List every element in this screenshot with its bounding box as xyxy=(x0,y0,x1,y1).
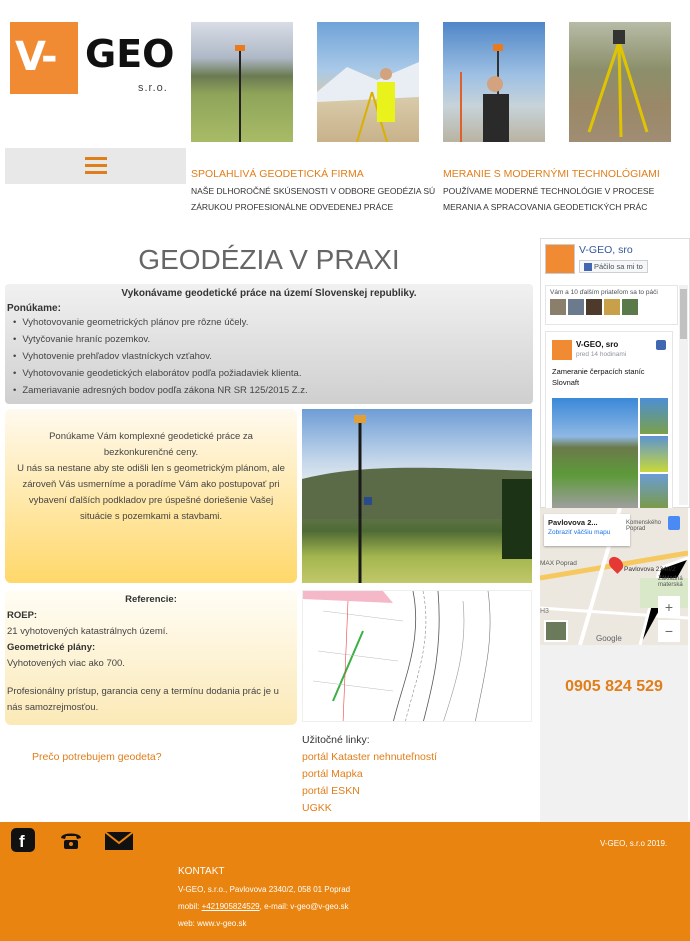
list-item: • Vytyčovanie hraníc pozemkov. xyxy=(13,331,533,348)
fb-post-author[interactable]: V-GEO, sro xyxy=(576,340,619,349)
phone-icon[interactable] xyxy=(59,830,83,855)
logo-mark: V- xyxy=(10,22,78,94)
footer-mobile-line xyxy=(178,902,349,911)
fb-like-button[interactable]: Páčilo sa mi to xyxy=(579,260,648,273)
feature-line: NAŠE DLHOROČNÉ SKÚSENOSTI V ODBORE GEODÉZIA SÚ xyxy=(191,186,436,196)
menu-icon xyxy=(85,157,107,160)
menu-icon-bar xyxy=(85,171,107,174)
fb-post-avatar[interactable] xyxy=(552,340,572,360)
intro-line: bezkonkurenčné ceny. xyxy=(103,447,199,458)
google-map[interactable] xyxy=(540,508,688,645)
avatar[interactable] xyxy=(550,299,566,315)
list-item: • Vyhotovovanie geometrických plánov pre rôzne účely. xyxy=(13,314,533,331)
footer-web[interactable]: web: www.v-geo.sk xyxy=(178,919,247,928)
feature-title-reliable: SPOLAHLIVÁ GEODETICKÁ FIRMA xyxy=(191,168,364,180)
intro-line: vybavení ďalších podkladov pre úspešné doriešenie Vašej xyxy=(28,495,274,506)
map-label: H3 xyxy=(540,608,549,615)
avatar[interactable] xyxy=(622,299,638,315)
logo-name: GEO xyxy=(85,32,175,76)
intro-box xyxy=(5,409,297,583)
cadastral-map-image xyxy=(302,590,532,722)
avatar[interactable] xyxy=(568,299,584,315)
services-list xyxy=(13,314,533,399)
fb-post-time: pred 14 hodinami xyxy=(576,351,627,358)
link-mapka[interactable]: portál Mapka xyxy=(302,768,363,780)
fb-scrollbar[interactable] xyxy=(679,285,688,505)
header-photo-gps-rod xyxy=(191,22,293,142)
footer xyxy=(0,822,690,941)
fb-post xyxy=(545,331,673,509)
fb-post-thumb[interactable] xyxy=(640,474,668,508)
feature-title-modern: MERANIE S MODERNÝMI TECHNOLÓGIAMI xyxy=(443,168,660,180)
footer-address: V-GEO, s.r.o., Pavlovova 2340/2, 058 01 Poprad xyxy=(178,885,351,894)
footer-mobile-link[interactable]: +421905824529 xyxy=(201,902,260,911)
feature-line: MERANIA A SPRACOVANIA GEODETICKÝCH PRÁC xyxy=(443,202,648,212)
link-kataster[interactable]: portál Kataster nehnuteľností xyxy=(302,751,437,763)
fb-post-photo[interactable] xyxy=(552,398,638,508)
services-box xyxy=(5,284,533,404)
map-zoom-in-button[interactable]: + xyxy=(658,596,680,618)
footer-copyright: V-GEO, s.r.o 2019. xyxy=(600,839,668,848)
phone-number[interactable]: 0905 824 529 xyxy=(565,678,663,695)
facebook-widget xyxy=(540,238,690,508)
menu-icon-bar xyxy=(85,164,107,167)
map-label: Základná materská xyxy=(658,576,683,588)
useful-links xyxy=(302,732,437,817)
logo[interactable] xyxy=(10,20,175,96)
intro-line: Ponúkame Vám komplexné geodetické práce za xyxy=(49,431,253,442)
references-box xyxy=(5,590,297,725)
map-address-label: Pavlovova 2340/2 xyxy=(624,566,676,573)
landscape-photo xyxy=(302,409,532,583)
mail-icon[interactable] xyxy=(104,831,134,856)
header-photo-surveyor xyxy=(443,22,545,142)
header-photo-total-station xyxy=(317,22,419,142)
plans-label: Geometrické plány: xyxy=(7,642,96,653)
list-item: • Vyhotovovanie geodetických elaborátov podľa požiadaviek klienta. xyxy=(13,365,533,382)
fb-post-thumb[interactable] xyxy=(640,436,668,472)
intro-line: U nás sa nestane aby ste odišli len s geometrickým plánom, ale xyxy=(17,463,285,474)
references-title: Referencie: xyxy=(125,594,177,605)
services-heading: Vykonávame geodetické práce na území Slovenskej republiky. xyxy=(121,288,417,299)
footer-contact-title: KONTAKT xyxy=(178,866,225,877)
plans-text: Vyhotovených viac ako 700. xyxy=(7,658,125,669)
feature-line: ZÁRUKOU PROFESIONÁLNE ODVEDENEJ PRÁCE xyxy=(191,202,394,212)
roep-text: 21 vyhotovených katastrálnych území. xyxy=(7,626,169,637)
map-label: Komenského Poprad xyxy=(626,520,662,532)
avatar[interactable] xyxy=(586,299,602,315)
why-geodet-link[interactable]: Prečo potrebujem geodeta? xyxy=(32,751,162,763)
page-title: GEODÉZIA V PRAXI xyxy=(138,244,400,275)
fb-page-avatar[interactable] xyxy=(545,244,575,274)
avatar[interactable] xyxy=(604,299,620,315)
map-place-name: Pavlovova 2... xyxy=(548,518,598,527)
logo-suffix: s.r.o. xyxy=(138,82,168,94)
services-offer-label: Ponúkame: xyxy=(7,303,61,314)
intro-line: situácie s pozemkami a stavbami. xyxy=(79,511,223,522)
feature-line: POUŽÍVAME MODERNÉ TECHNOLÓGIE V PROCESE xyxy=(443,186,655,196)
list-item: • Zameriavanie adresných bodov podľa zákona NR SR 125/2015 Z.z. xyxy=(13,382,533,399)
map-satellite-toggle[interactable] xyxy=(544,620,568,642)
facebook-icon[interactable] xyxy=(11,828,35,852)
fb-post-thumb[interactable] xyxy=(640,398,668,434)
link-ugkk[interactable]: UGKK xyxy=(302,802,332,814)
list-item: • Vyhotovenie prehľadov vlastníckych vzťahov. xyxy=(13,348,533,365)
feature-text-modern xyxy=(443,183,654,215)
header-photo-tripod xyxy=(569,22,671,142)
useful-links-title: Užitočné linky: xyxy=(302,734,370,746)
fb-friends-box xyxy=(545,285,678,325)
references-closing: Profesionálny prístup, garancia ceny a termínu dodania prác je u nás samozrejmosťou. xyxy=(7,686,279,713)
intro-line: zároveň Vás usmerníme a poradíme Vám ako postupovať pri xyxy=(22,479,280,490)
footer-mobile-label: mobil: xyxy=(178,902,202,911)
facebook-icon xyxy=(584,263,592,271)
fb-page-name[interactable]: V-GEO, sro xyxy=(579,244,633,256)
roep-label: ROEP: xyxy=(7,610,38,621)
map-enlarge-link[interactable]: Zobraziť väčšiu mapu xyxy=(548,529,611,536)
map-place-card xyxy=(544,514,630,546)
svg-text:f: f xyxy=(19,832,25,851)
footer-email[interactable]: , e-mail: v-geo@v-geo.sk xyxy=(259,902,349,911)
fb-friends-text: Vám a 10 ďalším priateľom sa to páči xyxy=(550,289,658,296)
map-zoom-out-button[interactable]: − xyxy=(658,620,680,642)
fb-post-text: Zameranie čerpacích staníc Slovnaft xyxy=(552,367,645,387)
map-label: MAX Poprad xyxy=(540,560,577,567)
link-eskn[interactable]: portál ESKN xyxy=(302,785,360,797)
map-google-logo: Google xyxy=(596,634,622,643)
feature-text-reliable xyxy=(191,183,435,215)
facebook-icon xyxy=(656,340,666,350)
menu-button[interactable] xyxy=(5,148,186,184)
